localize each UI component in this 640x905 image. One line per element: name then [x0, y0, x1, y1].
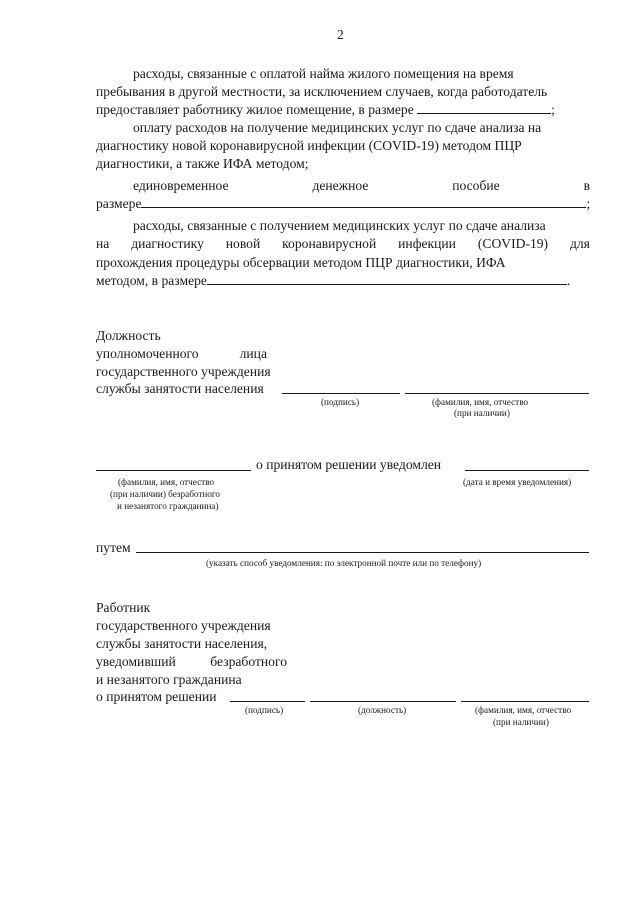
official-line-3: государственного учреждения	[96, 364, 271, 379]
employee-position-caption: (должность)	[358, 705, 407, 715]
official-signature-field[interactable]	[282, 393, 400, 394]
employee-word-2: безработного	[210, 654, 287, 669]
employee-line-1: Работник	[96, 600, 151, 615]
observation-amount-label: методом, в размере	[96, 273, 207, 288]
housing-amount-blank-2[interactable]	[499, 102, 551, 114]
employee-word-1: уведомивший	[96, 654, 176, 669]
expense-observation-line-4	[96, 273, 570, 289]
observation-amount-blank-2[interactable]	[307, 273, 567, 285]
expense-observation-line-1: расходы, связанные с получением медицинских услуг по сдаче анализа	[133, 218, 546, 233]
employee-line-4	[96, 654, 287, 670]
observation-word-4: коронавирусной	[282, 236, 377, 251]
method-label: путем	[96, 540, 131, 555]
official-line-4: службы занятости населения	[96, 381, 264, 396]
official-line-2	[96, 346, 267, 362]
observation-word-3: новой	[225, 236, 261, 251]
employee-line-3: службы занятости населения,	[96, 636, 268, 651]
official-position-label: Должность	[96, 328, 161, 343]
official-word-1: уполномоченного	[96, 346, 199, 361]
official-word-2: лица	[239, 346, 267, 361]
allowance-line-2	[96, 196, 590, 212]
observation-end: .	[566, 273, 571, 288]
expense-housing-line-1: расходы, связанные с оплатой найма жилого помещения на время	[133, 66, 514, 81]
method-caption: (указать способ уведомления: по электронной почте или по телефону)	[206, 558, 482, 568]
allowance-word-4: в	[583, 178, 590, 193]
citizen-name-caption-1: (фамилия, имя, отчество	[118, 477, 215, 487]
allowance-amount-blank-2[interactable]	[336, 196, 586, 208]
expense-housing-end: ;	[551, 102, 555, 117]
employee-name-caption-2: (при наличии)	[493, 717, 549, 727]
official-name-field[interactable]	[405, 393, 589, 394]
observation-word-6: (COVID-19)	[477, 236, 549, 251]
observation-word-7: для	[569, 236, 590, 251]
employee-position-field[interactable]	[310, 701, 456, 702]
employee-line-6: о принятом решении	[96, 689, 217, 704]
observation-word-5: инфекции	[398, 236, 456, 251]
official-name-caption-2: (при наличии)	[454, 408, 510, 418]
page-number: 2	[337, 27, 344, 42]
employee-signature-caption: (подпись)	[245, 705, 284, 715]
expense-pcr-line-1: оплату расходов на получение медицинских услуг по сдаче анализа на	[133, 120, 542, 135]
expense-observation-line-2	[96, 236, 590, 252]
observation-word-2: диагностику	[131, 236, 204, 251]
housing-amount-blank[interactable]	[417, 102, 499, 114]
datetime-caption: (дата и время уведомления)	[463, 477, 572, 487]
notified-text: о принятом решении уведомлен	[256, 457, 442, 472]
allowance-amount-blank[interactable]	[141, 196, 336, 208]
expense-observation-line-3: прохождения процедуры обсервации методом ПЦР диагностики, ИФА	[96, 255, 506, 270]
allowance-word-2: денежное	[312, 178, 369, 193]
official-name-caption-1: (фамилия, имя, отчество	[432, 397, 529, 407]
allowance-line-1	[133, 178, 590, 194]
notification-method-field[interactable]	[136, 552, 589, 553]
expense-pcr-line-3: диагностики, а также ИФА методом;	[96, 156, 309, 171]
employee-line-2: государственного учреждения	[96, 618, 271, 633]
citizen-name-field[interactable]	[96, 470, 251, 471]
allowance-end: ;	[586, 196, 591, 211]
notification-datetime-field[interactable]	[465, 470, 589, 471]
employee-name-caption-1: (фамилия, имя, отчество	[475, 705, 572, 715]
employee-line-5: и незанятого гражданина	[96, 672, 242, 687]
official-signature-caption: (подпись)	[321, 397, 360, 407]
expense-housing-line-2: пребывания в другой местности, за исключением случаев, когда работодатель	[96, 84, 548, 99]
citizen-name-caption-3: и незанятого гражданина)	[117, 501, 219, 511]
expense-housing-text: предоставляет работнику жилое помещение, в размере	[96, 102, 414, 117]
expense-pcr-line-2: диагностику новой коронавирусной инфекции (COVID-19) методом ПЦР	[96, 138, 522, 153]
allowance-amount-label: размере	[96, 196, 142, 211]
citizen-name-caption-2: (при наличии) безработного	[110, 489, 221, 499]
employee-signature-field[interactable]	[230, 701, 305, 702]
allowance-word-3: пособие	[452, 178, 500, 193]
expense-housing-line-3	[96, 102, 555, 118]
observation-amount-blank[interactable]	[207, 273, 307, 285]
allowance-word-1: единовременное	[133, 178, 229, 193]
observation-word-1: на	[96, 236, 110, 251]
employee-name-field[interactable]	[461, 701, 589, 702]
